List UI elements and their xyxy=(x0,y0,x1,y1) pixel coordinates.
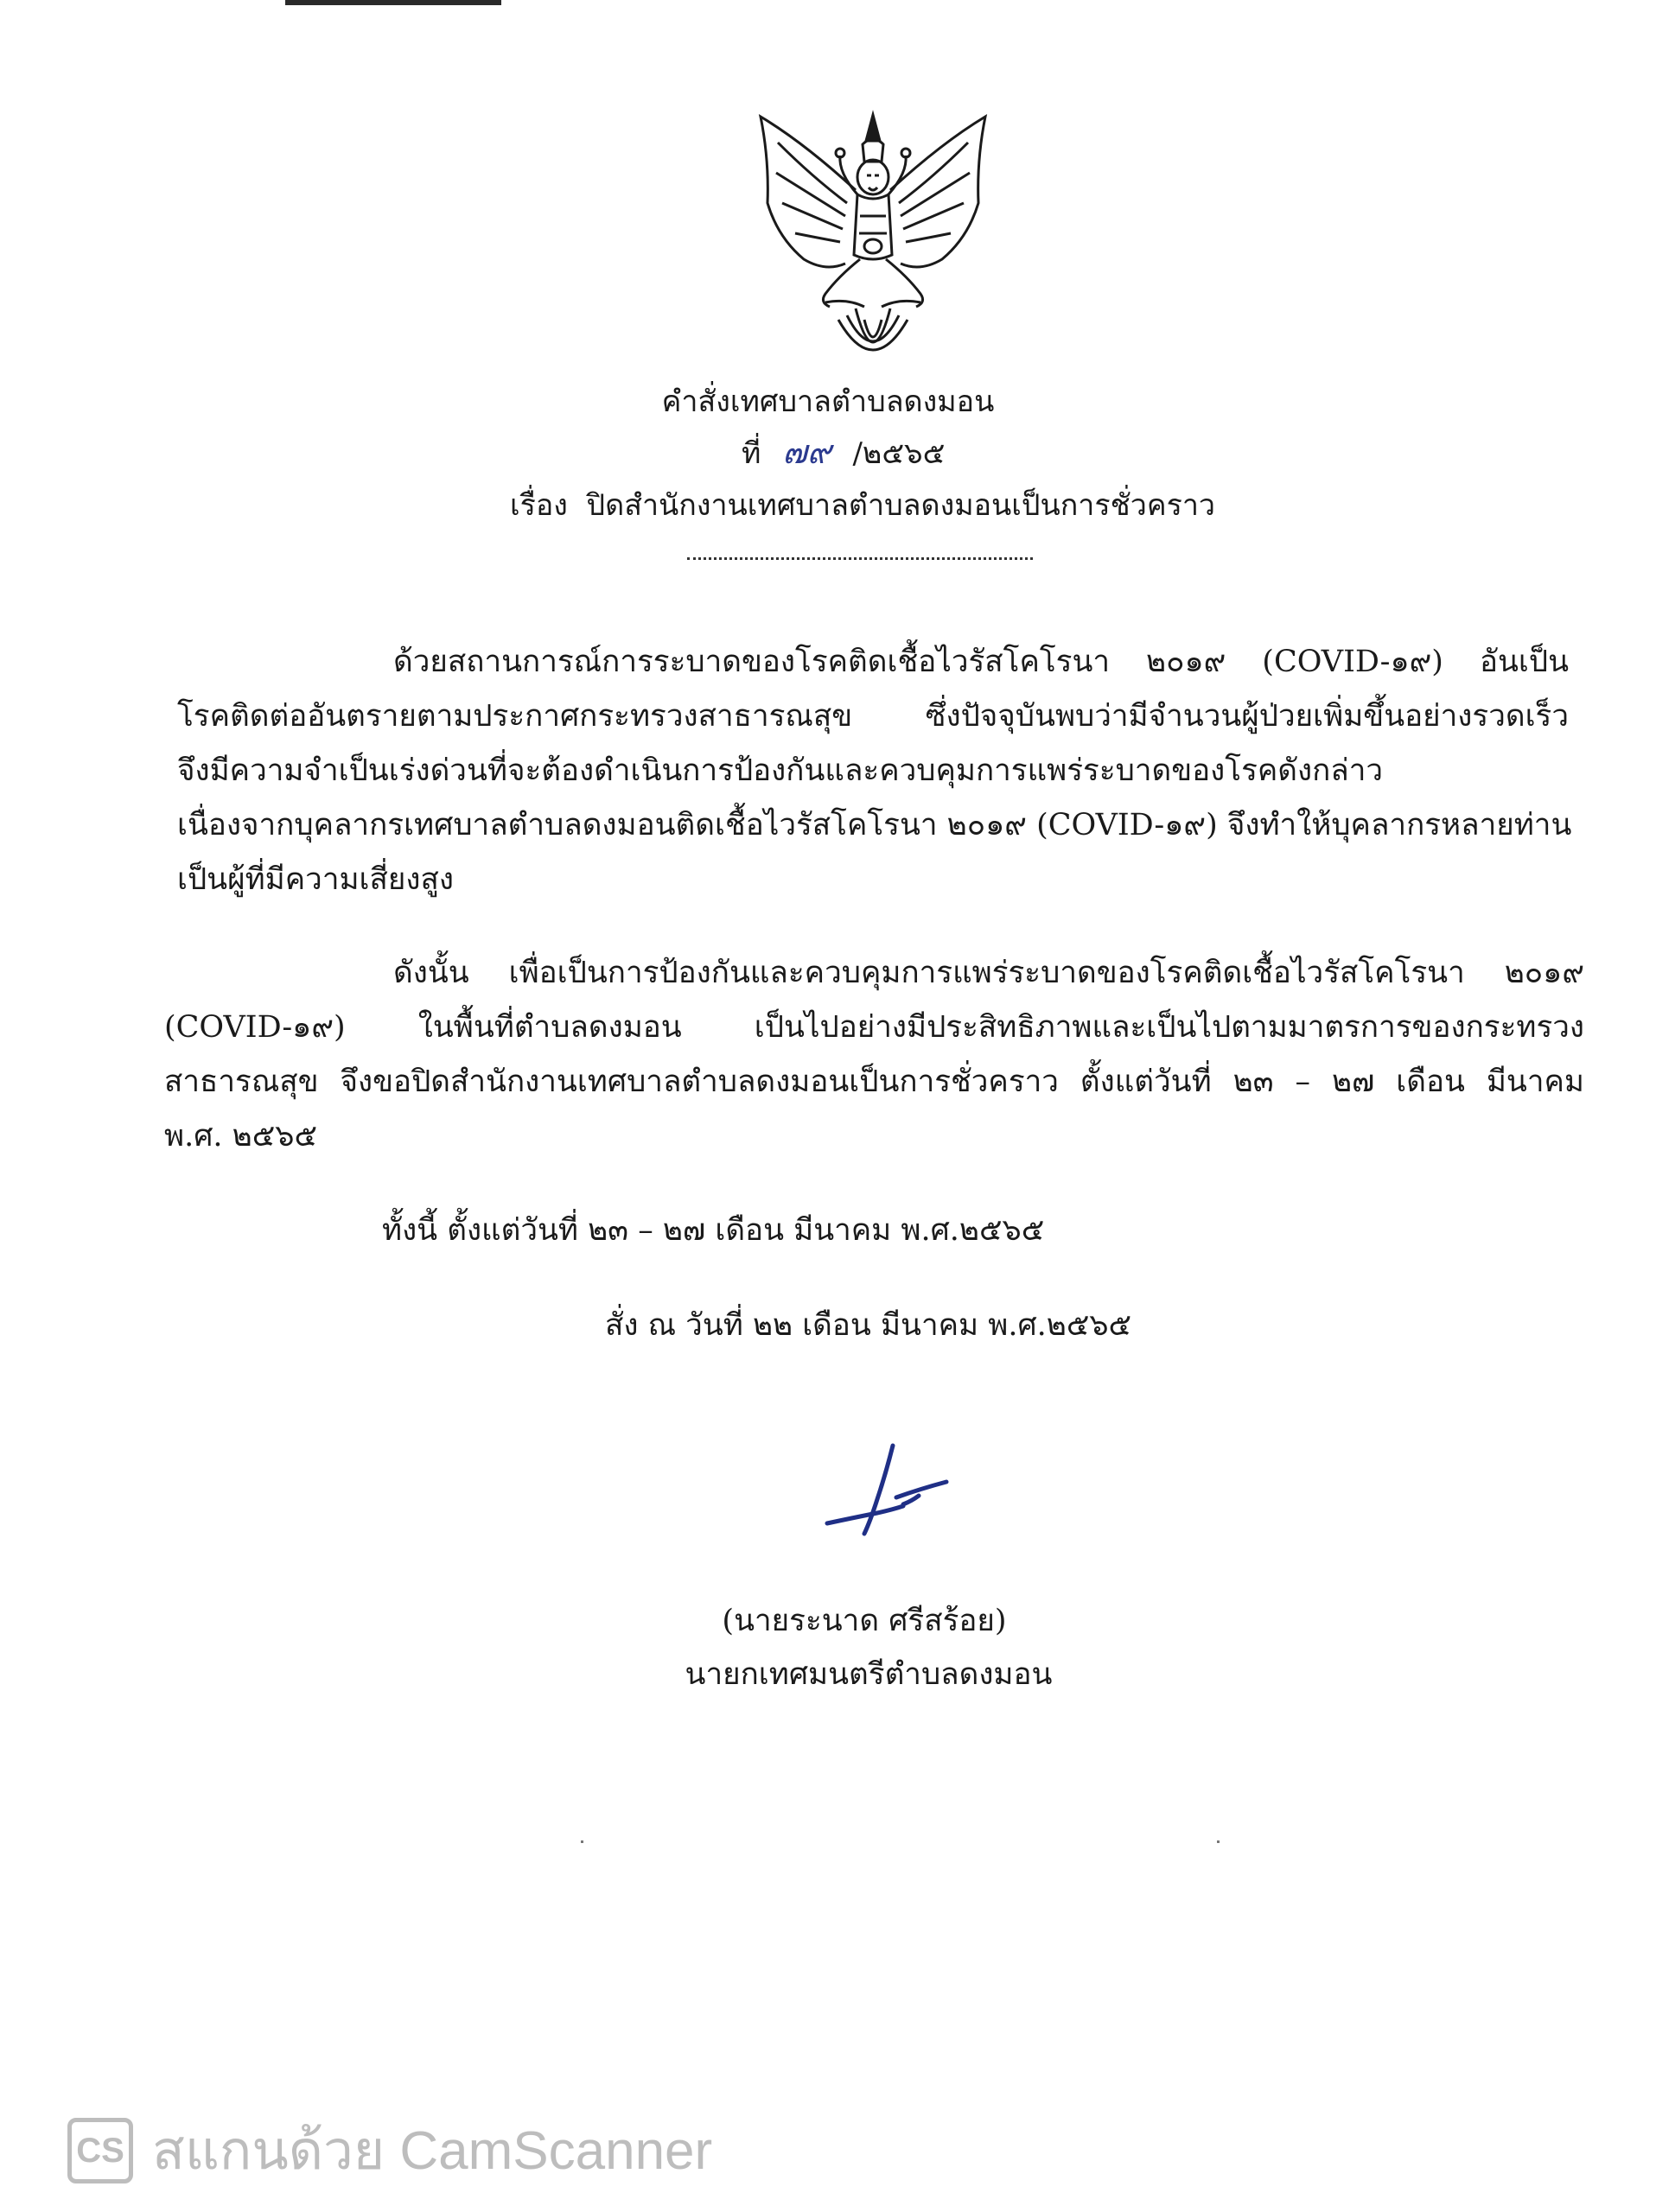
signer-name: (นายระนาด ศรีสร้อย) xyxy=(722,1604,1007,1638)
number-prefix: ที่ xyxy=(742,436,761,471)
garuda-emblem-icon xyxy=(743,108,1003,372)
order-number xyxy=(742,435,1001,471)
paragraph2-line: ดังนั้น เพื่อเป็นการป้องกันและควบคุมการแพร่ระบาดของโรคติดเชื้อไวรัสโคโรนา ๒๐๑๙ xyxy=(393,956,1584,990)
subject-label: เรื่อง xyxy=(510,488,568,523)
paragraph1-line: เป็นผู้ที่มีความเสี่ยงสูง xyxy=(177,862,454,897)
scan-speck xyxy=(581,1840,583,1843)
paragraph2-line: (COVID-๑๙) ในพื้นที่ตำบลดงมอน เป็นไปอย่างมีประสิทธิภาพและเป็นไปตามมาตรการของกระทรวง xyxy=(164,1010,1584,1045)
issued-date-line: สั่ง ณ วันที่ ๒๒ เดือน มีนาคม พ.ศ.๒๕๖๕ xyxy=(605,1308,1132,1343)
paragraph2-line: สาธารณสุข จึงขอปิดสำนักงานเทศบาลตำบลดงมอนเป็นการชั่วคราว ตั้งแต่วันที่ ๒๓ – ๒๗ เดือน มีนาคม xyxy=(164,1065,1584,1099)
number-year: /๒๕๖๕ xyxy=(852,436,946,471)
camscanner-logo-icon: CS xyxy=(67,2118,133,2183)
order-title: คำสั่งเทศบาลตำบลดงมอน xyxy=(661,385,995,419)
paragraph1-line: โรคติดต่ออันตรายตามประกาศกระทรวงสาธารณสุข ซึ่งปัจจุบันพบว่ามีจำนวนผู้ป่วยเพิ่มขึ้นอย่างรวดเร็ว xyxy=(177,699,1569,734)
paragraph1-line: จึงมีความจำเป็นเร่งด่วนที่จะต้องดำเนินการป้องกันและควบคุมการแพร่ระบาดของโรคดังกล่าว xyxy=(177,753,1384,788)
scan-speck xyxy=(1217,1840,1220,1843)
paragraph1-line: ด้วยสถานการณ์การระบาดของโรคติดเชื้อไวรัสโคโรนา ๒๐๑๙ (COVID-๑๙) อันเป็น xyxy=(393,645,1569,679)
subject-text: ปิดสำนักงานเทศบาลตำบลดงมอนเป็นการชั่วคราว xyxy=(586,488,1216,523)
signer-title: นายกเทศมนตรีตำบลดงมอน xyxy=(685,1657,1053,1692)
number-value: ๗๙ xyxy=(782,433,831,471)
separator-dots xyxy=(687,557,1033,560)
subject-line xyxy=(510,488,1288,523)
scan-edge-mark xyxy=(285,0,501,5)
camscanner-watermark xyxy=(67,2108,712,2193)
paragraph2-line: พ.ศ. ๒๕๖๕ xyxy=(164,1119,317,1154)
effective-date-line: ทั้งนี้ ตั้งแต่วันที่ ๒๓ – ๒๗ เดือน มีนาคม พ.ศ.๒๕๖๕ xyxy=(382,1213,1045,1248)
paragraph1-line: เนื่องจากบุคลากรเทศบาลตำบลดงมอนติดเชื้อไวรัสโคโรนา ๒๐๑๙ (COVID-๑๙) จึงทำให้บุคลากรหลายท่าน xyxy=(177,808,1572,842)
watermark-text: สแกนด้วย CamScanner xyxy=(152,2121,713,2181)
handwritten-signature xyxy=(817,1439,981,1542)
